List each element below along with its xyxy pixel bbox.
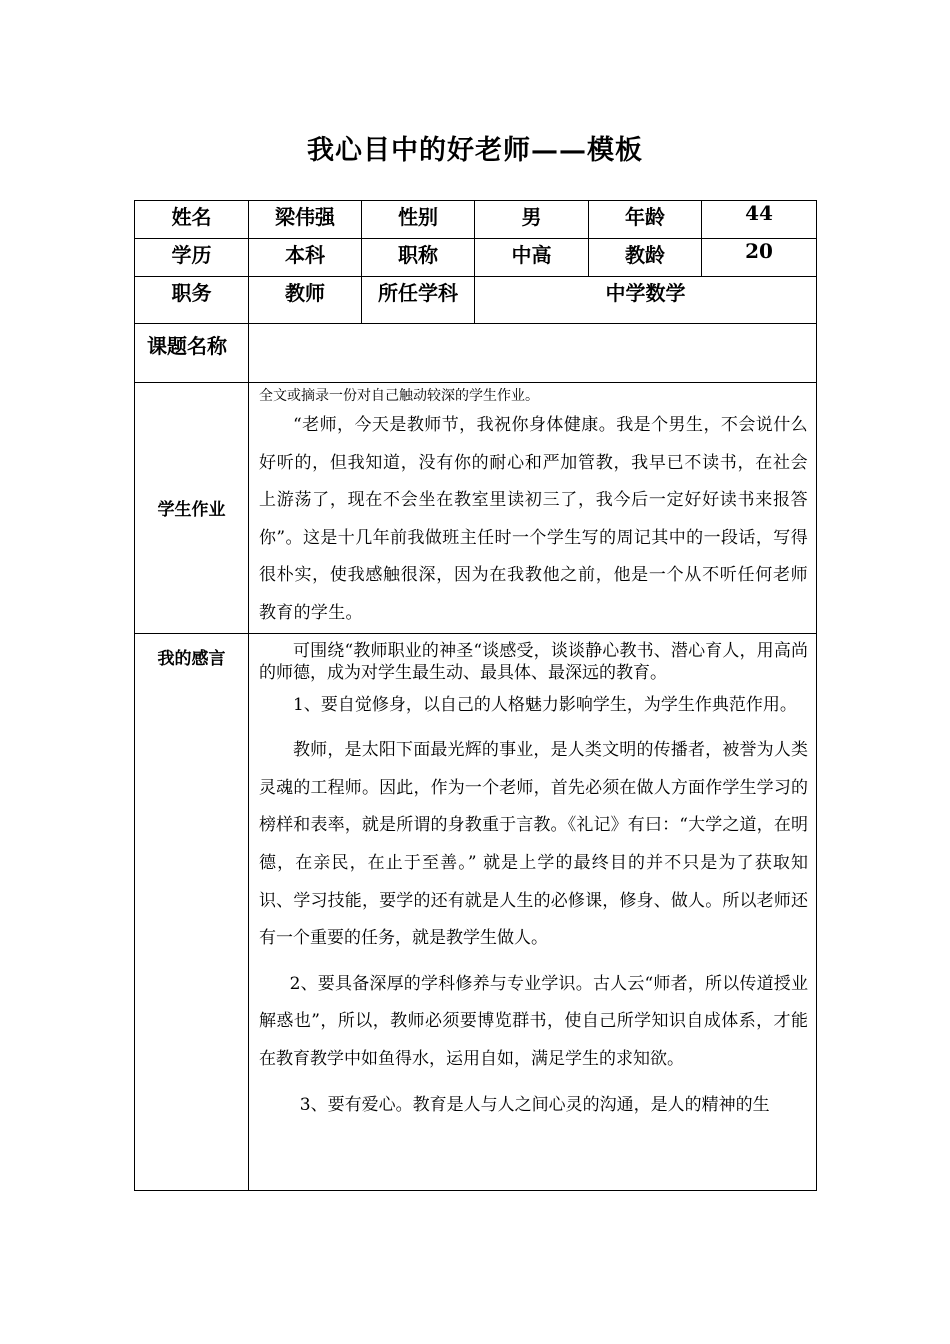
feelings-point-1-body: 教师，是太阳下面最光辉的事业，是人类文明的传播者，被誉为人类灵魂的工程师。因此，作为一个老师，首先必须在做人方面作学生学习的榜样和表率，就是所谓的身教重于言教。《礼记》有曰：“大学之道，在明德，在亲民，在止于至善。” 就是上学的最终目的并不只是为了获取知识、学习技能，要学的还有就是人生的必修课，修身、做人。所以老师还有一个重要的任务，就是教学生做人。	[259, 740, 808, 949]
name-label: 姓名	[135, 201, 249, 239]
subject-label: 所任学科	[362, 277, 475, 324]
teaching-years-label: 教龄	[589, 239, 702, 277]
education-label: 学历	[135, 239, 249, 277]
form-row-topic	[135, 324, 817, 383]
rank-value[interactable]: 中高	[475, 239, 589, 277]
feelings-cell[interactable]	[249, 633, 817, 1190]
feelings-point-2: 2、要具备深厚的学科修养与专业学识。古人云“师者，所以传道授业解惑也”，所以，教师必须要博览群书，使自己所学知识自成体系，才能在教育教学中如鱼得水，运用自如，满足学生的求知欲。	[259, 973, 808, 1069]
form-row-homework	[135, 383, 817, 634]
rank-label: 职称	[362, 239, 475, 277]
teacher-form-table	[134, 200, 817, 1191]
feelings-intro: 可围绕“教师职业的神圣“谈感受，谈谈静心教书、潜心育人，用高尚的师德，成为对学生最生动、最具体、最深远的教育。	[259, 640, 808, 684]
gender-value[interactable]: 男	[475, 201, 589, 239]
age-value[interactable]: 44	[702, 201, 817, 239]
name-value[interactable]: 梁伟强	[249, 201, 362, 239]
page-title: 我心目中的好老师——模板	[307, 135, 643, 166]
topic-value[interactable]	[249, 324, 817, 383]
homework-cell[interactable]	[249, 383, 817, 634]
age-label: 年龄	[589, 201, 702, 239]
position-value[interactable]: 教师	[249, 277, 362, 324]
form-row-2	[135, 239, 817, 277]
homework-label: 学生作业	[135, 383, 249, 634]
gender-label: 性别	[362, 201, 475, 239]
education-value[interactable]: 本科	[249, 239, 362, 277]
feelings-point-3: 3、要有爱心。教育是人与人之间心灵的沟通，是人的精神的生	[299, 1094, 770, 1115]
teaching-years-value[interactable]: 20	[702, 239, 817, 277]
topic-label: 课题名称	[135, 324, 249, 383]
homework-body: “老师，今天是教师节，我祝你身体健康。我是个男生，不会说什么好听的，但我知道，没有你的耐心和严加管教，我早已不读书，在社会上游荡了，现在不会坐在教室里读初三了，我今后一定好好读书来报答你”。这是十几年前我做班主任时一个学生写的周记其中的一段话，写得很朴实，使我感触很深，因为在我教他之前，他是一个从不听任何老师教育的学生。	[259, 415, 808, 623]
form-row-3	[135, 277, 817, 324]
form-row-1	[135, 201, 817, 239]
feelings-point-1: 1、要自觉修身，以自己的人格魅力影响学生，为学生作典范作用。	[293, 694, 797, 715]
form-row-feelings	[135, 633, 817, 1190]
subject-value[interactable]: 中学数学	[475, 277, 817, 324]
position-label: 职务	[135, 277, 249, 324]
feelings-label: 我的感言	[135, 633, 249, 1190]
homework-hint: 全文或摘录一份对自己触动较深的学生作业。	[259, 388, 539, 404]
